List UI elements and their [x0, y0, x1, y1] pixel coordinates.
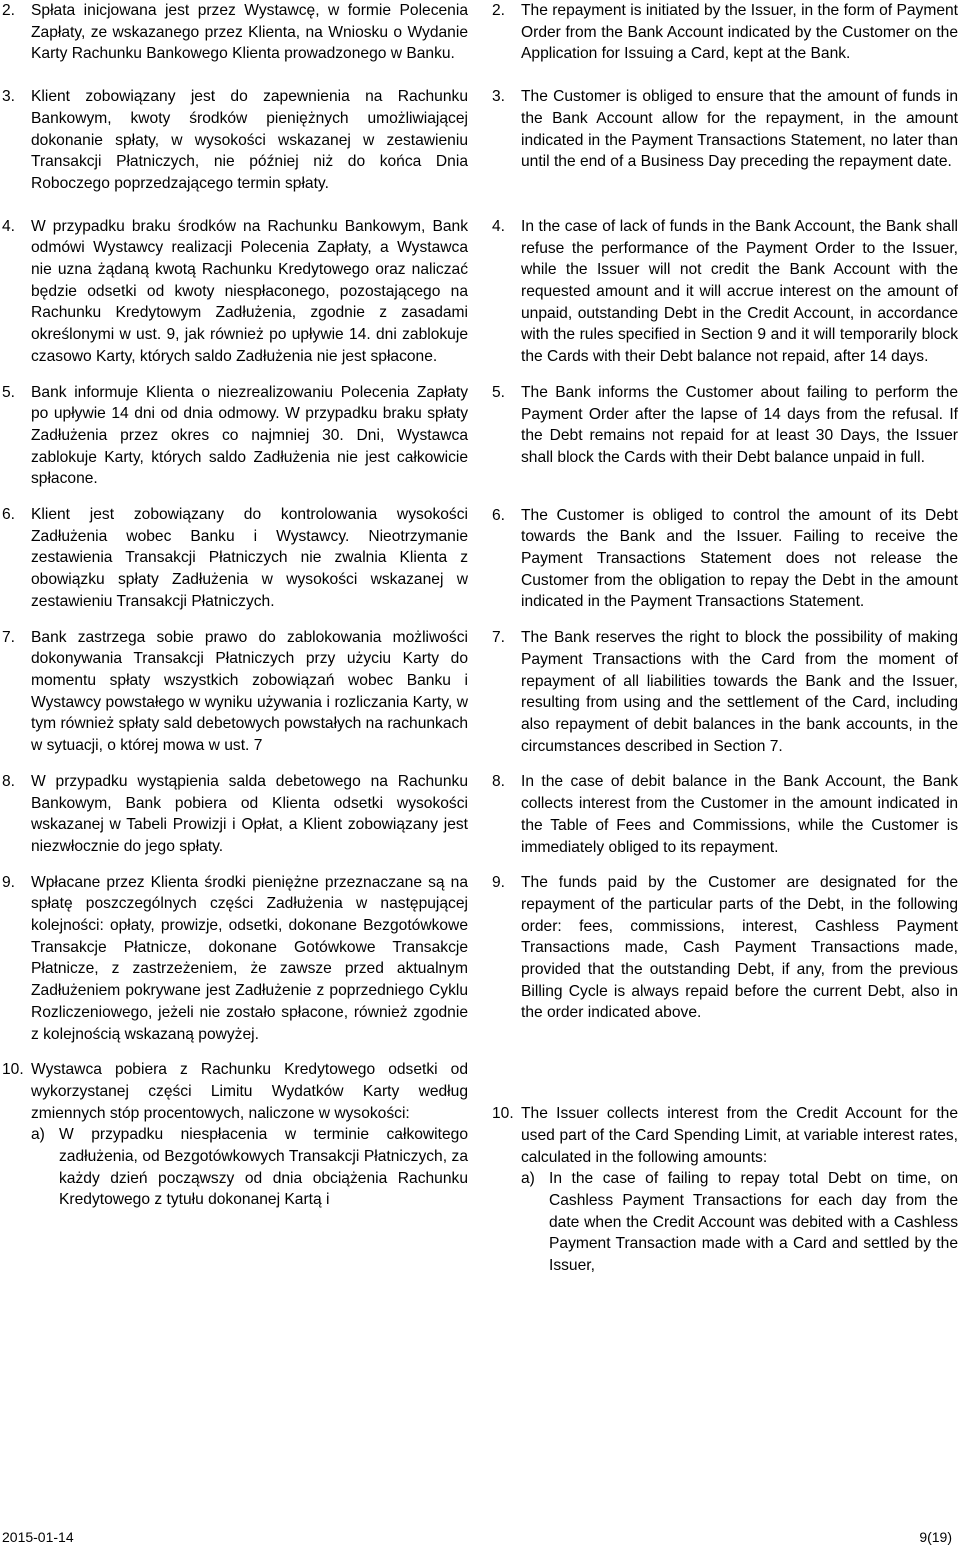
item-number: 8.: [492, 773, 506, 791]
subitem-label: a): [521, 1170, 535, 1188]
en-item-8: [492, 771, 958, 858]
item-number: 10.: [492, 1105, 514, 1123]
item-number: 5.: [2, 383, 16, 401]
en-item-9: [492, 872, 958, 1024]
item-text: The Bank informs the Customer about failing to perform the Payment Order after the lapse of 14 days from the refusal. If the Debt remains not repaid for at least 30 Days, the Issuer shall block the Cards with their Debt balance unpaid in full.: [521, 383, 958, 466]
pl-item-9: [2, 872, 468, 1046]
en-item-6: [492, 505, 958, 614]
item-number: 6.: [492, 506, 506, 524]
polish-column: [2, 0, 468, 1211]
item-text: Wystawca pobiera z Rachunku Kredytowego odsetki od wykorzystanej części Limitu Wydatków Karty według zmiennych stóp procentowych, naliczone w wysokości:: [31, 1061, 468, 1122]
item-number: 2.: [492, 2, 506, 19]
pl-subitem-a: [31, 1124, 468, 1211]
item-number: 9.: [2, 873, 16, 891]
item-number: 7.: [492, 629, 506, 647]
item-text: Klient zobowiązany jest do zapewnienia na Rachunku Bankowym, kwoty środków pieniężnych umożliwiającej dokonanie spłaty, w wysokości wskazanej w zestawieniu Transakcji Płatniczych, nie później niż do końca Dnia Roboczego poprzedzającego termin spłaty.: [31, 88, 468, 192]
en-item-4: [492, 216, 958, 368]
pl-item-7: [2, 627, 468, 757]
pl-item-4: [2, 216, 468, 368]
en-item-2: [492, 0, 958, 65]
item-number: 9.: [492, 874, 506, 892]
item-number: 4.: [492, 217, 506, 235]
item-number: 8.: [2, 772, 16, 790]
subitem-label: a): [31, 1126, 45, 1144]
item-text: In the case of debit balance in the Bank Account, the Bank collects interest from the Customer in the amount indicated in the Table of Fees and Commissions, while the Customer is immediately obliged to its repayment.: [521, 773, 958, 856]
item-number: 4.: [2, 217, 16, 235]
en-item-7: [492, 627, 958, 757]
item-text: Wpłacane przez Klienta środki pieniężne przeznaczane są na spłatę poszczególnych części Zadłużenia w następującej kolejności: opłaty, prowizje, odsetki, dokonane Bezgotówkowe Transakcje Płatnicze, dokonane Gotówkowe Transakcje Płatnicze, z zastrzeżeniem, że zawsze przed aktualnym Zadłużeniem pokrywane jest Zadłużenie z poprzedniego Cyklu Rozliczeniowego, jeżeli nie zostało spłacone, również zgodnie z kolejnością wskazaną powyżej.: [31, 873, 468, 1043]
pl-item-10: [2, 1059, 468, 1211]
item-text: The Customer is obliged to control the amount of its Debt towards the Bank and the Issuer. Failing to receive the Payment Transactions Statement does not release the Customer from the obligation to repay the Debt in the amount indicated in the Payment Transactions Statement.: [521, 506, 958, 611]
pl-item-2: [2, 0, 468, 65]
item-text: In the case of lack of funds in the Bank Account, the Bank shall refuse the performance of the Payment Order to the Issuer, while the Issuer will not credit the Bank Account with the requested amount and it will accrue interest on the amount of unpaid, outstanding Debt in the Credit Account, in accordance with the rules specified in Section 9 and it will temporarily block the Cards with their Debt balance not repaid, after 14 days.: [521, 217, 958, 366]
subitem-text: In the case of failing to repay total Debt on time, on Cashless Payment Transactions for each day from the date when the Credit Account was debited with a Cashless Payment Transaction made with a Card and settled by the Issuer,: [549, 1170, 958, 1275]
item-text: The Customer is obliged to ensure that the amount of funds in the Bank Account allow for the repayment, in the amount indicated in the Payment Transactions Statement, no later than until the end of a Business Day preceding the repayment date.: [521, 88, 958, 171]
item-text: The Bank reserves the right to block the possibility of making Payment Transactions with the Card from the moment of repayment of all liabilities towards the Bank and the Issuer, resulting from using and the settlement of the Card, including also repayment of debit balances in the bank accounts, in the circumstances described in Section 7.: [521, 629, 958, 755]
item-number: 10.: [2, 1061, 24, 1079]
item-text: The Issuer collects interest from the Credit Account for the used part of the Card Spending Limit, at variable interest rates, calculated in the following amounts:: [521, 1105, 958, 1166]
item-text: Spłata inicjowana jest przez Wystawcę, w formie Polecenia Zapłaty, ze wskazanego przez Klienta, na Wniosku o Wydanie Karty Rachunku Bankowego Klienta prowadzonego w Banku.: [31, 2, 468, 63]
item-text: Klient jest zobowiązany do kontrolowania wysokości Zadłużenia wobec Banku i Wystawcy. Nieotrzymanie zestawienia Transakcji Płatniczych nie zwalnia Klienta z obowiązku spłaty Zadłużenia w wysokości wskazanej w zestawieniu Transakcji Płatniczych.: [31, 506, 468, 610]
item-text: Bank informuje Klienta o niezrealizowaniu Polecenia Zapłaty po upływie 14 dni od dnia odmowy. W przypadku braku spłaty Zadłużenia przez okres co najmniej 30. Dni, Wystawca zablokuje Karty, których saldo Zadłużenia nie jest całkowicie spłacone.: [31, 383, 468, 488]
item-text: W przypadku wystąpienia salda debetowego na Rachunku Bankowym, Bank pobiera od Klienta odsetki wysokości wskazanej w Tabeli Prowizji i Opłat, a Klient zobowiązany jest niezwłocznie do jego spłaty.: [31, 772, 468, 855]
item-text: The funds paid by the Customer are designated for the repayment of the particular parts of the Debt, in the following order: fees, commissions, interest, Cashless Payment Transactions made, Cash Payment Transactions made, provided that the outstanding Debt, if any, from the previous Billing Cycle is always repaid before the current Debt, also in the order indicated above.: [521, 874, 958, 1022]
item-text: The repayment is initiated by the Issuer, in the form of Payment Order from the Bank Account indicated by the Customer on the Application for Issuing a Card, kept at the Bank.: [521, 2, 958, 63]
footer-date: 2015-01-14: [2, 1529, 74, 1545]
item-number: 2.: [2, 2, 16, 19]
subitem-text: W przypadku niespłacenia w terminie całkowitego zadłużenia, od Bezgotówkowych Transakcji Płatniczych, za każdy dzień począwszy od dnia obciążenia Rachunku Kredytowego z tytułu dokonanej Kartą i: [59, 1126, 468, 1209]
item-number: 7.: [2, 628, 16, 646]
pl-item-6: [2, 504, 468, 613]
item-number: 3.: [492, 88, 506, 106]
en-item-5: [492, 382, 958, 469]
english-column: [492, 0, 958, 1277]
en-subitem-a: [521, 1168, 958, 1277]
pl-item-8: [2, 771, 468, 858]
pl-item-5: [2, 382, 468, 491]
en-item-3: [492, 86, 958, 173]
en-item-10: [492, 1103, 958, 1277]
item-number: 5.: [492, 383, 506, 401]
item-number: 3.: [2, 88, 16, 106]
item-number: 6.: [2, 506, 16, 524]
pl-item-3: [2, 86, 468, 195]
item-text: W przypadku braku środków na Rachunku Bankowym, Bank odmówi Wystawcy realizacji Polecenia Zapłaty, a Wystawca nie uzna żądaną kwotą Rachunku Kredytowego oraz naliczać będzie odsetki od kwoty niespłaconego, pozostającego na Rachunku Kredytowym Zadłużenia, zgodnie z zasadami określonymi w ust. 9, jak również po upływie 14. dni zablokuje czasowo Karty, których saldo Zadłużenia nie jest spłacone.: [31, 217, 468, 365]
item-text: Bank zastrzega sobie prawo do zablokowania możliwości dokonywania Transakcji Płatniczych przy użyciu Karty do momentu spłaty wszystkich zobowiązań wobec Banku i Wystawcy powstałego w wyniku używania i rozliczania Karty, w tym również spłaty sald debetowych powstałych na rachunkach w sytuacji, o której mowa w ust. 7: [31, 628, 468, 755]
page-number: 9(19): [919, 1529, 952, 1545]
